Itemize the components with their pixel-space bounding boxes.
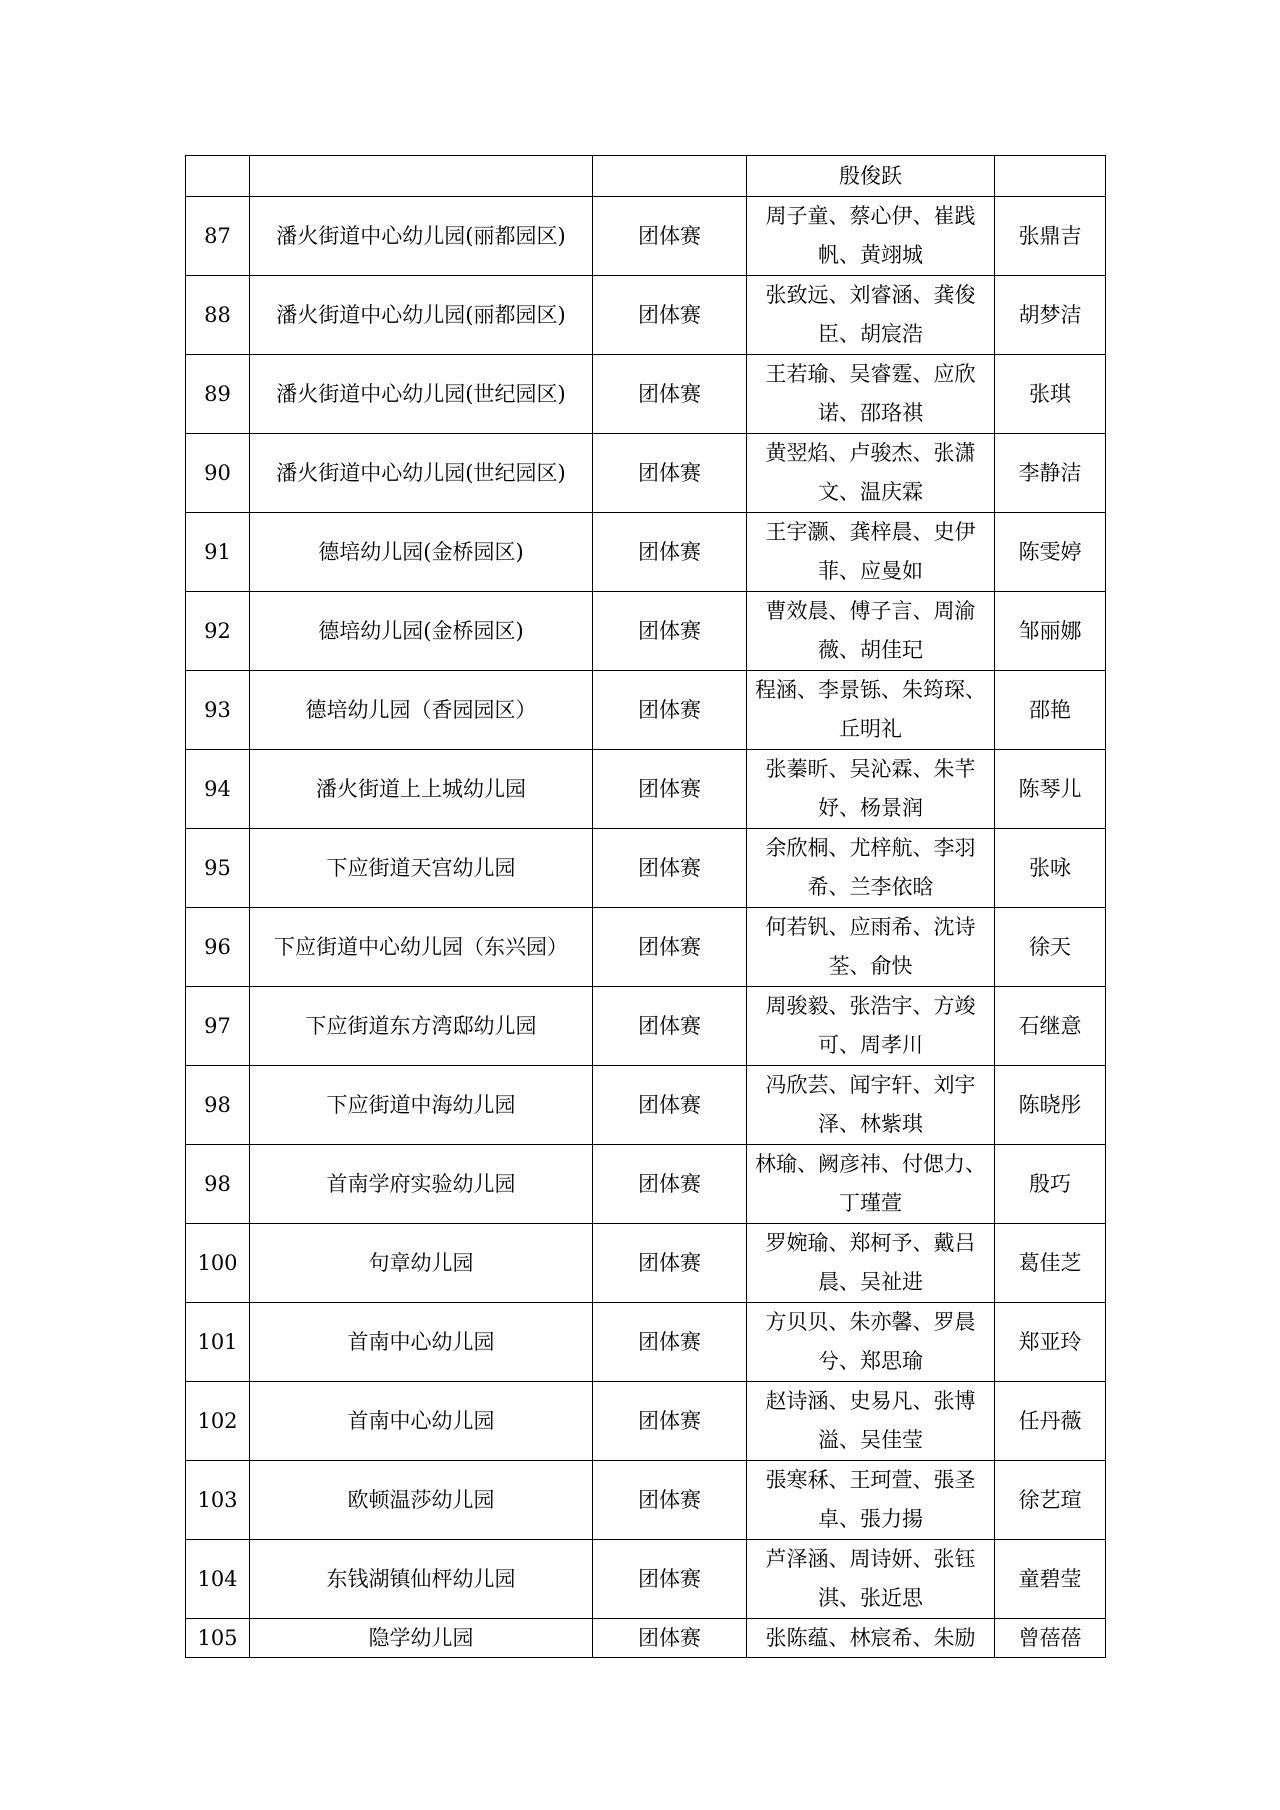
cell-unit: 东钱湖镇仙枰幼儿园: [250, 1540, 593, 1619]
table-row: [186, 156, 1106, 197]
cell-type: 团体赛: [593, 671, 747, 750]
cell-members: 王宇灏、龚梓晨、史伊菲、应曼如: [747, 513, 995, 592]
cell-unit: 句章幼儿园: [250, 1224, 593, 1303]
cell-coach: 陈晓彤: [995, 1066, 1106, 1145]
cell-unit: 下应街道中心幼儿园（东兴园）: [250, 908, 593, 987]
cell-type: 团体赛: [593, 1303, 747, 1382]
table-row: [186, 355, 1106, 434]
cell-coach: 葛佳芝: [995, 1224, 1106, 1303]
roster-table: [185, 155, 1106, 1658]
cell-unit: 德培幼儿园(金桥园区): [250, 513, 593, 592]
cell-number: 102: [186, 1382, 250, 1461]
cell-members: 余欣桐、尤梓航、李羽希、兰李依晗: [747, 829, 995, 908]
cell-members: 罗婉瑜、郑柯予、戴吕晨、吴祉进: [747, 1224, 995, 1303]
cell-members: 方贝贝、朱亦馨、罗晨兮、郑思瑜: [747, 1303, 995, 1382]
cell-unit: 下应街道东方湾邸幼儿园: [250, 987, 593, 1066]
cell-unit: 潘火街道中心幼儿园(丽都园区): [250, 197, 593, 276]
cell-members: 何若钒、应雨希、沈诗荃、俞快: [747, 908, 995, 987]
cell-coach: 童碧莹: [995, 1540, 1106, 1619]
cell-number: 90: [186, 434, 250, 513]
table-row: [186, 513, 1106, 592]
cell-number: 92: [186, 592, 250, 671]
cell-number: 98: [186, 1066, 250, 1145]
cell-members: 程涵、李景铄、朱筠琛、丘明礼: [747, 671, 995, 750]
cell-number: 93: [186, 671, 250, 750]
cell-unit: [250, 156, 593, 197]
table-row: [186, 750, 1106, 829]
cell-number: 101: [186, 1303, 250, 1382]
cell-number: 87: [186, 197, 250, 276]
cell-type: 团体赛: [593, 750, 747, 829]
cell-type: 团体赛: [593, 1224, 747, 1303]
table-row: [186, 1461, 1106, 1540]
cell-number: [186, 156, 250, 197]
cell-number: 96: [186, 908, 250, 987]
cell-coach: 邹丽娜: [995, 592, 1106, 671]
cell-coach: 陈琴儿: [995, 750, 1106, 829]
table-row: [186, 1145, 1106, 1224]
cell-coach: 殷巧: [995, 1145, 1106, 1224]
cell-number: 104: [186, 1540, 250, 1619]
cell-coach: 李静洁: [995, 434, 1106, 513]
cell-type: 团体赛: [593, 276, 747, 355]
cell-coach: 胡梦洁: [995, 276, 1106, 355]
table-row: [186, 908, 1106, 987]
cell-members: 黄翌焰、卢骏杰、张潇文、温庆霖: [747, 434, 995, 513]
cell-members: 张致远、刘睿涵、龚俊臣、胡宸浩: [747, 276, 995, 355]
cell-members: 王若瑜、吴睿霆、应欣诺、邵珞祺: [747, 355, 995, 434]
cell-number: 97: [186, 987, 250, 1066]
cell-type: 团体赛: [593, 908, 747, 987]
cell-number: 105: [186, 1619, 250, 1658]
table-row: [186, 829, 1106, 908]
cell-unit: 下应街道天宫幼儿园: [250, 829, 593, 908]
cell-type: 团体赛: [593, 987, 747, 1066]
cell-type: 团体赛: [593, 355, 747, 434]
cell-type: 团体赛: [593, 1066, 747, 1145]
cell-number: 103: [186, 1461, 250, 1540]
cell-coach: 郑亚玲: [995, 1303, 1106, 1382]
cell-number: 89: [186, 355, 250, 434]
cell-unit: 潘火街道上上城幼儿园: [250, 750, 593, 829]
cell-coach: 张琪: [995, 355, 1106, 434]
cell-members: 曹效晨、傅子言、周渝薇、胡佳玘: [747, 592, 995, 671]
cell-members: 冯欣芸、闻宇轩、刘宇泽、林紫琪: [747, 1066, 995, 1145]
cell-coach: 张咏: [995, 829, 1106, 908]
table-row: [186, 276, 1106, 355]
cell-coach: 徐艺瑄: [995, 1461, 1106, 1540]
cell-coach: [995, 156, 1106, 197]
table-row: [186, 434, 1106, 513]
cell-number: 91: [186, 513, 250, 592]
table-row: [186, 671, 1106, 750]
table-row: [186, 1382, 1106, 1461]
table-row: [186, 987, 1106, 1066]
cell-coach: 石继意: [995, 987, 1106, 1066]
cell-unit: 德培幼儿园(金桥园区): [250, 592, 593, 671]
table-row: [186, 197, 1106, 276]
cell-members: 周子童、蔡心伊、崔践帆、黄翊城: [747, 197, 995, 276]
cell-coach: 徐天: [995, 908, 1106, 987]
cell-type: 团体赛: [593, 197, 747, 276]
cell-unit: 下应街道中海幼儿园: [250, 1066, 593, 1145]
cell-type: 团体赛: [593, 513, 747, 592]
table-row: [186, 1066, 1106, 1145]
cell-unit: 潘火街道中心幼儿园(世纪园区): [250, 355, 593, 434]
cell-unit: 首南中心幼儿园: [250, 1303, 593, 1382]
cell-coach: 曾蓓蓓: [995, 1619, 1106, 1658]
cell-members: 赵诗涵、史易凡、张博溢、吴佳莹: [747, 1382, 995, 1461]
cell-unit: 首南学府实验幼儿园: [250, 1145, 593, 1224]
cell-members: 张蓁昕、吴沁霖、朱芊妤、杨景润: [747, 750, 995, 829]
table-row: [186, 1224, 1106, 1303]
cell-members: 林瑜、阙彦祎、付偲力、丁瑾萱: [747, 1145, 995, 1224]
cell-number: 98: [186, 1145, 250, 1224]
cell-type: 团体赛: [593, 829, 747, 908]
table-row: [186, 592, 1106, 671]
cell-number: 88: [186, 276, 250, 355]
cell-unit: 德培幼儿园（香园园区）: [250, 671, 593, 750]
cell-type: 团体赛: [593, 1461, 747, 1540]
cell-type: 团体赛: [593, 1540, 747, 1619]
cell-members: 芦泽涵、周诗妍、张钰淇、张近思: [747, 1540, 995, 1619]
cell-unit: 首南中心幼儿园: [250, 1382, 593, 1461]
table-row: [186, 1540, 1106, 1619]
cell-number: 94: [186, 750, 250, 829]
table-row: [186, 1303, 1106, 1382]
cell-number: 95: [186, 829, 250, 908]
cell-type: 团体赛: [593, 592, 747, 671]
cell-coach: 张鼎吉: [995, 197, 1106, 276]
cell-members: 張寒秝、王珂萱、張圣卓、張力揚: [747, 1461, 995, 1540]
cell-coach: 陈雯婷: [995, 513, 1106, 592]
cell-type: 团体赛: [593, 1619, 747, 1658]
cell-members: 周骏毅、张浩宇、方竣可、周孝川: [747, 987, 995, 1066]
cell-coach: 邵艳: [995, 671, 1106, 750]
roster-table-body: [186, 156, 1106, 1658]
cell-type: 团体赛: [593, 1382, 747, 1461]
cell-members: 张陈蕴、林宸希、朱励: [747, 1619, 995, 1658]
cell-unit: 隐学幼儿园: [250, 1619, 593, 1658]
cell-type: [593, 156, 747, 197]
cell-members: 殷俊跃: [747, 156, 995, 197]
cell-unit: 潘火街道中心幼儿园(世纪园区): [250, 434, 593, 513]
cell-unit: 潘火街道中心幼儿园(丽都园区): [250, 276, 593, 355]
table-row: [186, 1619, 1106, 1658]
cell-coach: 任丹薇: [995, 1382, 1106, 1461]
cell-type: 团体赛: [593, 1145, 747, 1224]
cell-number: 100: [186, 1224, 250, 1303]
cell-unit: 欧顿温莎幼儿园: [250, 1461, 593, 1540]
cell-type: 团体赛: [593, 434, 747, 513]
